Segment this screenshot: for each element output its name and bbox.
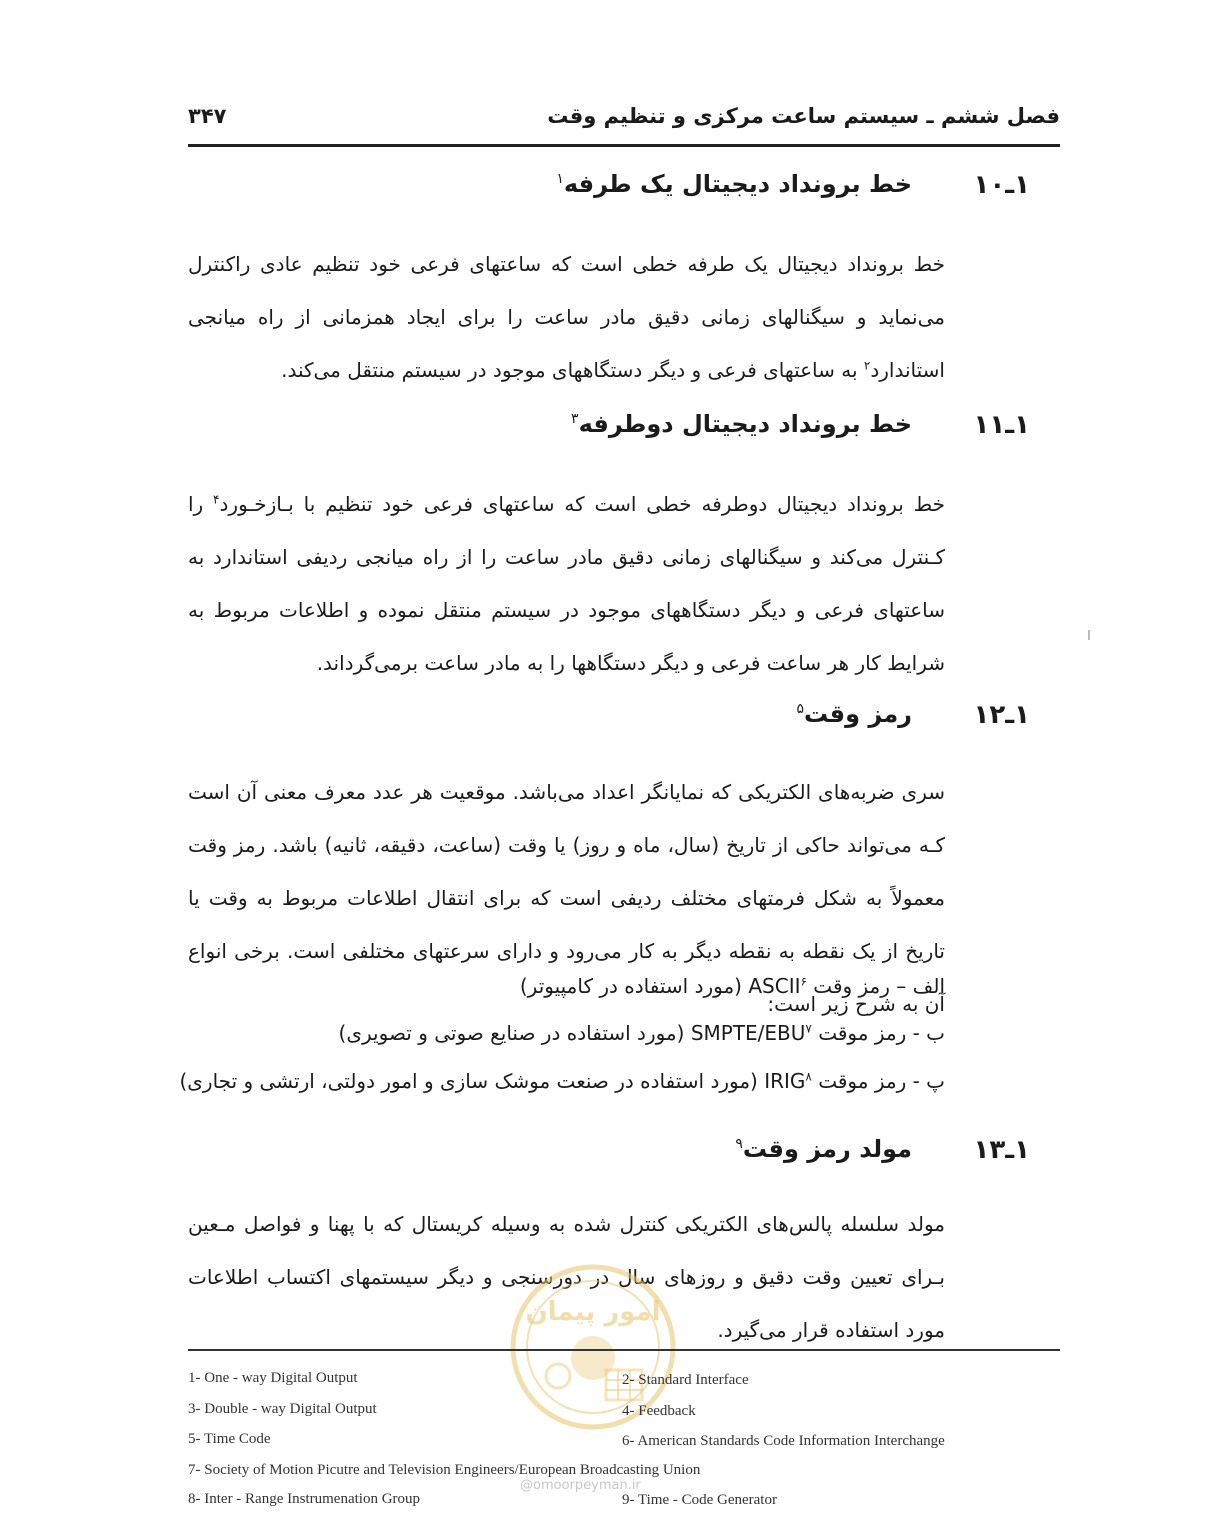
chapter-title: فصل ششم ـ سیستم ساعت مرکزی و تنظیم وقت [547, 104, 1060, 128]
list-item-smpte: ب - رمز موقت SMPTE/EBU$^۷$ (مورد استفاده در صنایع صوتی و تصویری) [338, 1021, 945, 1045]
paragraph-11: خط برونداد دیجیتال دوطرفه خطی است که ساعتهای فرعی خود تنظیم با بـازخـورد$^۴$ را کـنترل می‌کند و سیگنالهای زمانی دقیق مادر ساعت را از راه میانجی ردیفی استاندارد به ساعتهای فرعی و دیگر دستگاههای موجود در سیستم منتقل نموده و اطلاعات مربوط به شرایط کار هر ساعت فرعی و دیگر دستگاهها را به مادر ساعت برمی‌گرداند. [188, 492, 945, 675]
section-heading-13 [168, 1135, 1038, 1175]
section-heading-11 [168, 410, 1038, 450]
section-title: خط برونداد دیجیتال یک طرفه$^۱$ [556, 170, 912, 198]
footnote-9: 9- Time - Code Generator [622, 1492, 777, 1508]
section-number: ۱ـ۱۲ [973, 700, 1030, 730]
footnote-4: 4- Feedback [622, 1403, 696, 1419]
section-title: خط برونداد دیجیتال دوطرفه$^۳$ [571, 410, 912, 438]
section-title: مولد رمز وقت$^۹$ [735, 1135, 912, 1163]
footnote-rule [188, 1349, 1060, 1351]
list-item-ascii: الف – رمز وقت ASCII$^۶$ (مورد استفاده در کامپیوتر) [519, 974, 945, 998]
footnote-marker: ۹ [735, 1136, 743, 1152]
page-number: ۳۴۷ [188, 104, 227, 128]
page-header [188, 104, 1060, 136]
footnote-marker: ۴ [213, 492, 220, 507]
footnote-marker: ۵ [796, 701, 804, 717]
footnote-marker: ۱ [556, 171, 564, 187]
footnote-marker: ۳ [571, 411, 579, 427]
stamp-text: امور پیمان [525, 1297, 661, 1327]
footnote-8: 8- Inter - Range Instrumenation Group [188, 1491, 421, 1507]
footnote-6: 6- American Standards Code Information Interchange [622, 1433, 945, 1449]
footnote-3: 3- Double - way Digital Output [188, 1401, 377, 1417]
section-number: ۱ـ۱۰ [973, 170, 1030, 200]
paragraph-12: سری ضربه‌های الکتریکی که نمایانگر اعداد می‌باشد. موقعیت هر عدد معرف معنی آن است کـه می‌تواند حاکی از تاریخ (سال، ماه و روز) یا وقت (ساعت، دقیقه، ثانیه) باشد. رمز وقت معمولاً به شکل فرمتهای مختلف ردیفی است که برای انتقال اطلاعات مربوط به وقت یا تاریخ از یک نقطه به نقطه دیگر به کار می‌رود و دارای سرعتهای مختلفی است. برخی انواع آن به شرح زیر است: [188, 780, 945, 1016]
paragraph-10: خط برونداد دیجیتال یک طرفه خطی است که ساعتهای فرعی خود تنظیم عادی راکنترل می‌نماید و سیگنالهای زمانی دقیق مادر ساعت را برای ایجاد همزمانی از راه میانجی استاندارد$^۲$ به ساعتهای فرعی و دیگر دستگاههای موجود در سیستم منتقل می‌کند. [188, 252, 945, 382]
footnote-7: 7- Society of Motion Picutre and Television Engineers/European Broadcasting Union [188, 1462, 701, 1478]
footnote-5: 5- Time Code [188, 1431, 271, 1447]
watermark-site: @omoorpeyman.ir [520, 1478, 641, 1493]
footnote-2: 2- Standard Interface [622, 1372, 749, 1388]
footnote-marker: ۲ [863, 358, 871, 373]
paragraph-13: مولد سلسله پالس‌های الکتریکی کنترل شده به وسیله کریستال که با پهنا و فواصل مـعین بـرای تعیین وقت دقیق و روزهای سال در دورسنجی و دیگر سیستمهای اکتساب اطلاعات مورد استفاده قرار می‌گیرد. [188, 1212, 945, 1342]
margin-mark [1088, 630, 1090, 640]
footnote-1: 1- One - way Digital Output [188, 1370, 358, 1386]
section-heading-10 [168, 170, 1038, 210]
section-title: رمز وقت$^۵$ [796, 700, 912, 728]
section-heading-12 [168, 700, 1038, 740]
section-number: ۱ـ۱۱ [973, 410, 1030, 440]
section-number: ۱ـ۱۳ [973, 1135, 1030, 1165]
header-rule [188, 144, 1060, 147]
list-item-irig: پ - رمز موقت IRIG$^۸$ (مورد استفاده در صنعت موشک سازی و امور دولتی، ارتشی و تجاری) [179, 1069, 945, 1093]
